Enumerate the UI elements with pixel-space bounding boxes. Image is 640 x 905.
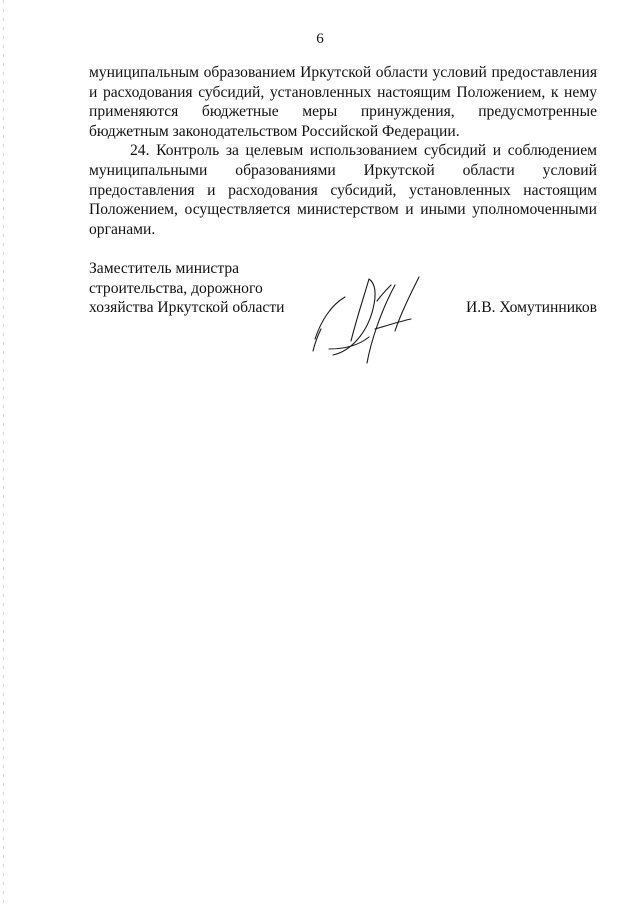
scan-edge-mark	[3, 0, 4, 905]
document-body	[89, 63, 597, 239]
signer-position-line: Заместитель министра	[89, 260, 240, 277]
signature-block	[89, 259, 597, 379]
signer-position-line: строительства, дорожного	[89, 279, 263, 297]
signer-position-line: хозяйства Иркутской области	[89, 299, 285, 317]
paragraph-continuation: муниципальным образованием Иркутской области условий предоставления и расходования субсидий, установленных настоящим Положением, к нему применяются бюджетные меры принуждения, предусмотренные бюджетным законодательством Российской Федерации.	[89, 64, 597, 140]
paragraph-24: 24. Контроль за целевым использованием субсидий и соблюдением муниципальными образованиями Иркутской области условий предоставления и расходования субсидий, установленных настоящим Положением, осуществляется министерством и иными уполномоченными органами.	[89, 142, 597, 238]
signer-name: И.В. Хомутинников	[466, 299, 597, 316]
page-number: 6	[316, 31, 324, 47]
handwritten-signature	[311, 271, 441, 369]
